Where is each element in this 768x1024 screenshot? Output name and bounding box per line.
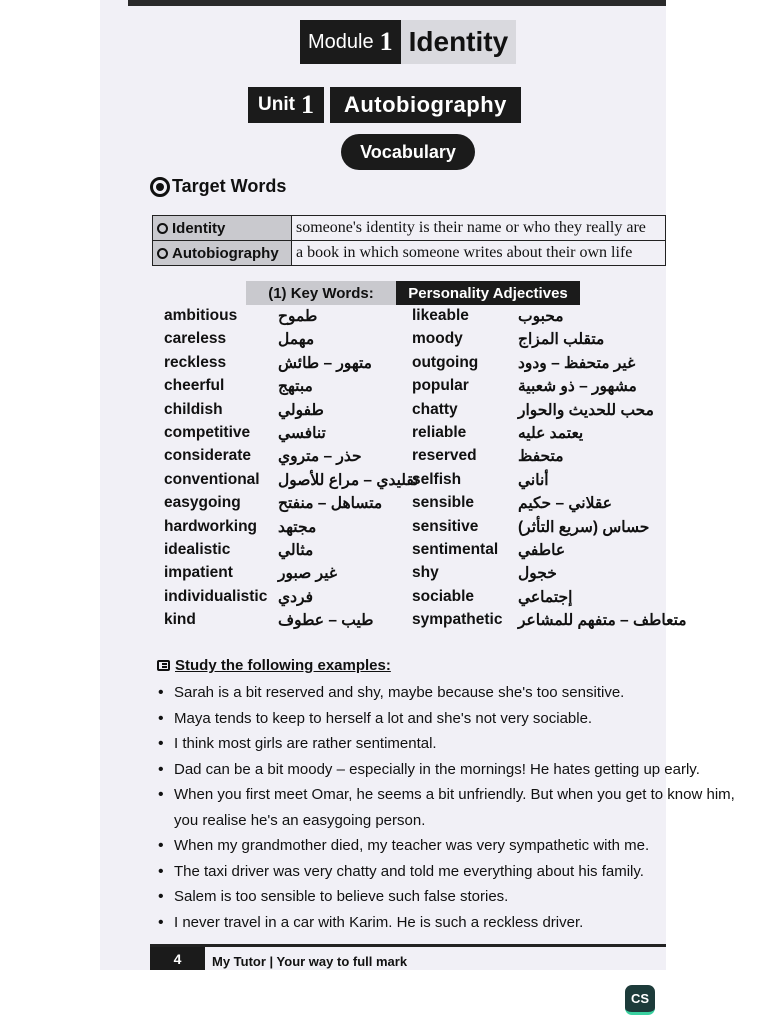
list-item xyxy=(100,564,666,587)
module-title: Identity xyxy=(401,20,517,64)
list-item xyxy=(100,588,666,611)
definition-cell: a book in which someone writes about their own life xyxy=(292,241,666,266)
book-icon xyxy=(157,660,170,671)
word-ar: متعاطف – متفهم للمشاعر xyxy=(518,612,687,630)
word-ar: مهمل xyxy=(278,331,315,349)
word-ar: متحفظ xyxy=(518,448,564,466)
term-cell xyxy=(153,241,292,266)
word-en: reserved xyxy=(412,447,477,465)
list-item xyxy=(100,447,666,470)
word-en: kind xyxy=(164,611,196,629)
word-en: idealistic xyxy=(164,540,231,558)
list-item xyxy=(100,471,666,494)
word-en: cheerful xyxy=(164,377,225,395)
word-en: sociable xyxy=(412,587,475,605)
list-item xyxy=(100,377,666,400)
word-en: popular xyxy=(412,377,469,395)
word-ar: طفولي xyxy=(278,401,324,419)
target-icon xyxy=(157,223,168,234)
target-icon xyxy=(150,177,170,197)
book-page xyxy=(100,0,735,970)
target-icon xyxy=(157,248,168,259)
word-ar: مبتهج xyxy=(278,378,313,396)
word-ar: فردي xyxy=(278,588,313,606)
list-item-continuation: you realise he's an easygoing person. xyxy=(174,811,426,829)
target-words-label: Target Words xyxy=(172,176,287,196)
word-en: likeable xyxy=(412,307,469,324)
list-item: • When my grandmother died, my teacher was very sympathetic with me. xyxy=(156,833,666,859)
study-heading-text: Study the following examples: xyxy=(175,657,391,674)
word-en: moody xyxy=(412,330,463,348)
word-ar: إجتماعي xyxy=(518,588,573,606)
list-item: • Maya tends to keep to herself a lot and she's not very sociable. xyxy=(156,706,666,732)
word-en: competitive xyxy=(164,423,251,441)
word-ar: محبوب xyxy=(518,308,564,325)
unit-title: Autobiography xyxy=(330,87,521,123)
definition-cell: someone's identity is their name or who they really are xyxy=(292,216,666,241)
table-row xyxy=(153,216,666,241)
term-text: Autobiography xyxy=(172,244,279,262)
list-item xyxy=(100,354,666,377)
unit-label-box xyxy=(248,87,324,123)
word-en: conventional xyxy=(164,470,260,488)
list-item xyxy=(100,401,666,424)
word-en: considerate xyxy=(164,447,252,465)
word-en: careless xyxy=(164,330,227,348)
page-number: 4 xyxy=(150,947,205,970)
target-words-table xyxy=(152,215,666,266)
module-label-box xyxy=(300,20,401,64)
examples-list xyxy=(156,680,735,935)
unit-label: Unit xyxy=(258,94,295,115)
term-text: Identity xyxy=(172,219,226,237)
module-banner xyxy=(300,20,516,64)
key-words-header: (1) Key Words: xyxy=(246,281,396,305)
word-ar: تقليدي – مراع للأصول xyxy=(278,471,419,489)
list-item xyxy=(100,611,687,634)
personality-adjectives-header: Personality Adjectives xyxy=(396,281,580,305)
target-words-heading xyxy=(150,176,286,197)
word-ar: يعتمد عليه xyxy=(518,424,584,442)
term-cell xyxy=(153,216,292,241)
word-ar: مجتهد xyxy=(278,518,317,536)
word-en: childish xyxy=(164,400,223,418)
word-en: sentimental xyxy=(412,540,499,558)
word-ar: طيب – عطوف xyxy=(278,612,374,630)
word-ar: حساس (سريع التأثر) xyxy=(518,518,650,536)
word-en: ambitious xyxy=(164,307,238,324)
word-ar: غير متحفظ – ودود xyxy=(518,354,636,372)
word-en: hardworking xyxy=(164,517,258,535)
word-ar: مشهور – ذو شعبية xyxy=(518,378,637,396)
word-list xyxy=(100,307,687,634)
module-number: 1 xyxy=(379,27,393,56)
list-item xyxy=(100,541,666,564)
word-en: individualistic xyxy=(164,587,268,605)
word-ar: عقلاني – حكيم xyxy=(518,495,612,513)
word-ar: مثالي xyxy=(278,541,314,559)
page-top-rule xyxy=(128,0,666,6)
word-en: easygoing xyxy=(164,494,241,512)
list-item xyxy=(100,494,666,517)
word-ar: عاطفي xyxy=(518,541,566,559)
list-item: • When you first meet Omar, he seems a bit unfriendly. But when you get to know him, xyxy=(156,782,666,808)
word-ar: أناني xyxy=(518,471,549,489)
list-item xyxy=(100,424,666,447)
list-item xyxy=(100,518,666,541)
word-ar: متهور – طائش xyxy=(278,354,372,372)
unit-number: 1 xyxy=(300,90,314,119)
footer-text: My Tutor | Your way to full mark xyxy=(212,954,408,969)
list-item: • I never travel in a car with Karim. He is such a reckless driver. xyxy=(156,910,666,936)
list-item: • I think most girls are rather sentimental. xyxy=(156,731,666,757)
module-label: Module xyxy=(308,30,374,53)
word-en: reckless xyxy=(164,353,227,371)
word-en: sensible xyxy=(412,494,475,512)
word-ar: متساهل – منفتح xyxy=(278,495,383,513)
word-ar: طموح xyxy=(278,308,318,325)
word-en: selfish xyxy=(412,470,462,488)
list-item: • The taxi driver was very chatty and told me everything about his family. xyxy=(156,859,666,885)
word-en: chatty xyxy=(412,400,458,418)
word-en: shy xyxy=(412,564,439,582)
word-en: sympathetic xyxy=(412,611,503,629)
word-ar: تنافسي xyxy=(278,424,326,442)
word-en: outgoing xyxy=(412,353,479,371)
list-item xyxy=(100,330,666,353)
word-en: reliable xyxy=(412,423,467,441)
word-en: sensitive xyxy=(412,517,479,535)
table-row xyxy=(153,241,666,266)
unit-banner xyxy=(248,87,521,123)
list-item xyxy=(100,307,666,330)
camscanner-logo-icon: CS xyxy=(625,985,655,1015)
word-ar: متقلب المزاج xyxy=(518,331,605,349)
study-examples-heading xyxy=(157,657,391,674)
word-ar: غير صبور xyxy=(278,565,337,583)
footer-rule xyxy=(150,944,666,947)
list-item: • Sarah is a bit reserved and shy, maybe because she's too sensitive. xyxy=(156,680,666,706)
word-en: impatient xyxy=(164,564,233,582)
section-title: Vocabulary xyxy=(341,134,475,170)
list-item: • Salem is too sensible to believe such false stories. xyxy=(156,884,666,910)
word-ar: حذر – متروي xyxy=(278,448,362,466)
word-ar: محب للحديث والحوار xyxy=(518,401,654,419)
list-item: • Dad can be a bit moody – especially in the mornings! He hates getting up early. xyxy=(156,757,666,783)
word-ar: خجول xyxy=(518,565,557,583)
